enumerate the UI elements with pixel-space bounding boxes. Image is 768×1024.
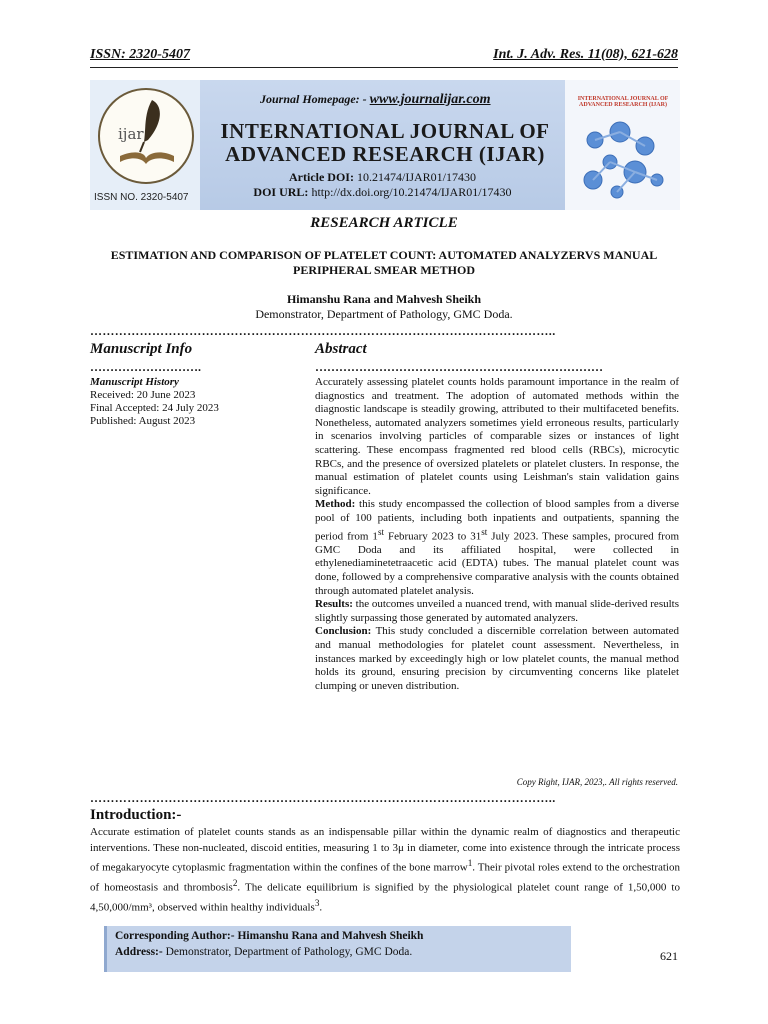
copyright: Copy Right, IJAR, 2023,. All rights reserved. (516, 777, 678, 787)
issn-header: ISSN: 2320-5407 (90, 47, 190, 62)
results-label: Results: (315, 598, 353, 611)
method-text-c: July 2023. These samples, procured from GMC Doda and its affiliated hospital, were collected in ethylenediaminetetraacetic acid (EDTA) tubes. The manual platelet count was done, followed by a comprehensive comparative analysis with the counts obtained through automated platelet analysis. (315, 530, 679, 597)
abstract-body (315, 376, 679, 693)
method-label: Method: (315, 498, 356, 511)
manuscript-info-dots: ………………………. (90, 360, 201, 374)
corresponding-author-box (104, 926, 571, 972)
abstract-method (315, 498, 679, 598)
abstract-heading: Abstract (315, 341, 367, 357)
journal-title-line2: ADVANCED RESEARCH (IJAR) (225, 142, 545, 166)
article-title: ESTIMATION AND COMPARISON OF PLATELET COUNT: AUTOMATED ANALYZERVS MANUAL PERIPHERAL SMEAR METHOD (110, 248, 658, 277)
journal-banner (90, 80, 680, 210)
journal-title (210, 120, 560, 166)
section-divider-bottom: ………………………………………………………………………………………………….. (90, 791, 556, 805)
manuscript-info-heading: Manuscript Info (90, 341, 193, 357)
conclusion-text: This study concluded a discernible correlation between automated and manual methodologies for platelet count assessment. Nevertheless, in instances marked by exceedingly high or low platelet counts, the manual method holds its ground, ensuring precision by circumventing concerns like platelet clumping or uneven distribution. (315, 625, 679, 692)
method-text-a: this study encompassed the collection of blood samples from a diverse pool of 100 patients, including both inpatients and outpatients, spanning the period from 1 (315, 498, 679, 543)
quill-book-icon (100, 90, 192, 182)
introduction-body (90, 825, 680, 916)
conclusion-label: Conclusion: (315, 625, 372, 638)
doi-url-link[interactable]: http://dx.doi.org/10.21474/IJAR01/17430 (311, 185, 512, 199)
homepage-link[interactable]: www.journalijar.com (369, 92, 491, 107)
molecule-image (565, 80, 680, 210)
running-header (90, 45, 678, 68)
published-date: Published: August 2023 (90, 415, 196, 427)
corresponding-author: Corresponding Author:- Himanshu Rana and Mahvesh Sheikh (115, 930, 424, 942)
intro-text-a: Accurate estimation of platelet counts stands as an indispensable pillar within the dynamic realm of diagnostics and therapeutic interventions. These non-nucleated, discoid entities, measuring 1 to 3μ in diameter, come into existence through the intricate process of megakaryocyte cytoplasmic fragmentation within the confines of the bone marrow (90, 826, 680, 874)
author-affiliation: Demonstrator, Department of Pathology, GMC Doda. (255, 307, 513, 321)
abstract-intro: Accurately assessing platelet counts holds paramount importance in the realm of diagnostics and treatment. The adoption of automated methods within the diagnostic landscape is steadily growing, attributed to their multifaceted benefits. Nonetheless, automated analyzers sometimes yield erroneous results, particularly in scenarios involving particles of comparable sizes or instances of light scattering. These encompass fragmented red blood cells (RBCs), microcytic RBCs, and the presence of oversized platelets or platelet clusters. In response, the manual estimation of platelet counts using Leishman's stain validation gains significance. (315, 376, 679, 497)
doi-block (200, 170, 565, 200)
journal-info-panel (200, 80, 565, 210)
intro-text-c: . The delicate equilibrium is signified by the physiological platelet count range of 1,50,000 to 4,50,000/mm³, observed within healthy individuals (90, 881, 680, 914)
journal-title-line1: INTERNATIONAL JOURNAL OF (220, 119, 550, 143)
homepage-label: Journal Homepage: - (260, 92, 367, 106)
abstract-conclusion (315, 625, 679, 693)
doi-url-label: DOI URL: (253, 185, 309, 199)
intro-ref2[interactable]: 2 (232, 878, 238, 889)
method-sup2: st (481, 526, 488, 537)
intro-text-d: . (319, 901, 323, 914)
address-text: Demonstrator, Department of Pathology, GMC Doda. (162, 946, 413, 958)
logo-text: ijar (118, 125, 144, 143)
address-label: Address:- (115, 946, 163, 958)
intro-ref1[interactable]: 1 (467, 858, 473, 868)
manuscript-history (90, 376, 219, 428)
abstract-dots: ……………………………………………………………… (315, 360, 603, 374)
cover-title: INTERNATIONAL JOURNAL OF ADVANCED RESEARCH (IJAR) (577, 96, 669, 108)
article-authors: Himanshu Rana and Mahvesh Sheikh (286, 292, 482, 306)
history-heading: Manuscript History (90, 376, 179, 388)
citation-header: Int. J. Adv. Res. 11(08), 621-628 (493, 47, 678, 62)
doi-label: Article DOI: (289, 170, 354, 184)
intro-ref3[interactable]: 3 (314, 898, 320, 909)
corresponding-address (115, 946, 412, 958)
intro-text-b: . Their pivotal roles extend to the orchestration of homeostasis and thrombosis (90, 861, 680, 894)
article-type: RESEARCH ARTICLE (310, 215, 458, 231)
results-text: the outcomes unveiled a nuanced trend, with manual slide-derived results slightly surpassing those generated by automated analyzers. (315, 598, 679, 624)
journal-cover (565, 80, 680, 210)
abstract-results (315, 598, 679, 625)
doi-value: 10.21474/IJAR01/17430 (356, 170, 476, 184)
accepted-date: Final Accepted: 24 July 2023 (90, 402, 219, 414)
journal-homepage (260, 92, 491, 108)
page-number: 621 (660, 949, 678, 963)
issn-number: ISSN NO. 2320-5407 (94, 192, 189, 203)
received-date: Received: 20 June 2023 (90, 389, 196, 401)
introduction-heading: Introduction:- (90, 807, 182, 823)
journal-logo-panel (90, 80, 200, 210)
method-sup1: st (377, 526, 385, 537)
journal-logo (98, 88, 194, 184)
method-text-b: February 2023 to 31 (384, 530, 482, 543)
section-divider-top: ………………………………………………………………………………………………….. (90, 324, 556, 338)
